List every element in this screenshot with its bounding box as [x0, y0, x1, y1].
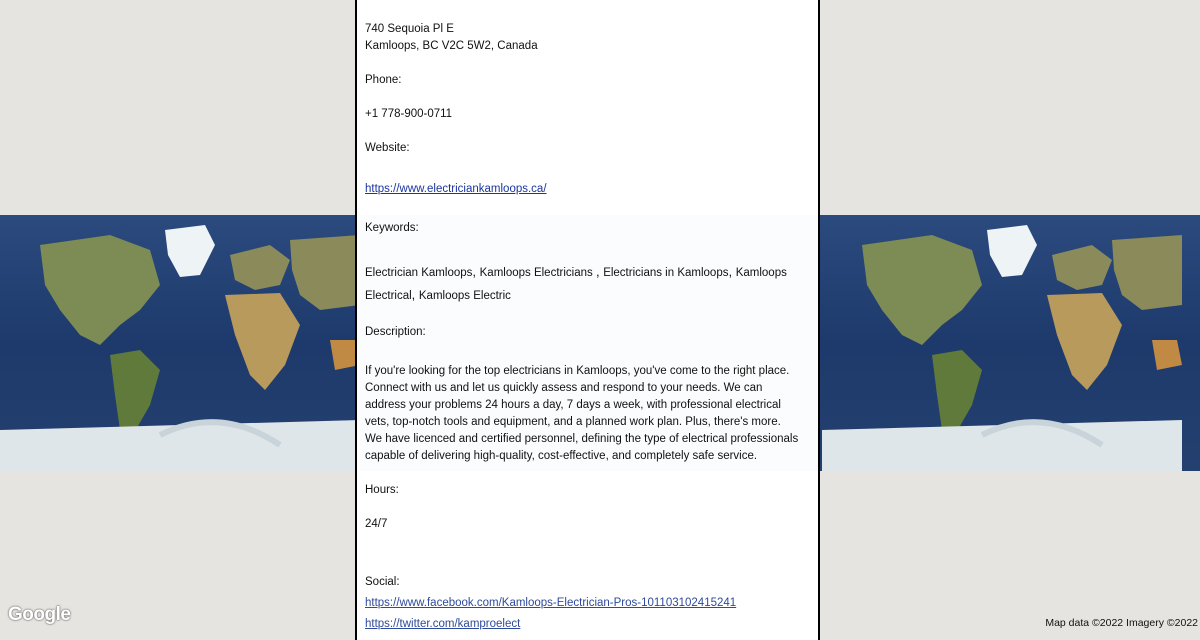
social-link-row: [365, 616, 812, 633]
description-line: We have licenced and certified personnel, defining the type of electrical professionals: [365, 433, 799, 445]
description-line: capable of delivering high-quality, cost-effective, and completely safe service.: [365, 450, 758, 462]
hours-value: 24/7: [365, 518, 388, 530]
address-line-1: 740 Sequoia Pl E: [365, 23, 454, 35]
keyword-separator: ,: [472, 264, 480, 279]
facebook-link[interactable]: https://www.facebook.com/Kamloops-Electrician-Pros-101103102415241: [365, 597, 737, 609]
description-line: If you're looking for the top electricians in Kamloops, you've come to the right place.: [365, 365, 790, 377]
description-line: address your problems 24 hours a day, 7 days a week, with professional electrical: [365, 399, 781, 411]
social-link-row: [365, 595, 812, 612]
website-label: Website:: [365, 142, 410, 154]
address-label: [365, 0, 812, 3]
google-logo: Google: [8, 604, 71, 625]
keyword-item: Electrician Kamloops: [365, 267, 473, 279]
social-label: Social:: [365, 576, 400, 588]
phone-label: Phone:: [365, 74, 402, 86]
website-value: [365, 181, 812, 198]
description-line: Connect with us and let us quickly assess and respond to your needs. We can: [365, 382, 763, 394]
keyword-item: Kamloops Electricians: [479, 267, 596, 279]
keyword-item: Electricians in Kamloops: [603, 267, 729, 279]
keyword-separator: ,: [411, 287, 419, 302]
map-attribution[interactable]: Map data ©2022 Imagery ©2022: [1045, 617, 1198, 629]
website-link[interactable]: https://www.electriciankamloops.ca/: [365, 183, 547, 195]
keywords-label: Keywords:: [365, 222, 419, 234]
hours-label: Hours:: [365, 484, 399, 496]
keyword-separator: ,: [595, 264, 604, 279]
twitter-link[interactable]: https://twitter.com/kamproelect: [365, 618, 521, 630]
description-text: [365, 363, 812, 465]
keywords-list: [365, 261, 812, 307]
description-line: vets, top-notch tools and equipment, and a planned work plan. Plus, there's more.: [365, 416, 781, 428]
description-label: Description:: [365, 326, 426, 338]
keyword-item: Kamloops Electric: [418, 290, 511, 302]
business-info-panel: [355, 0, 820, 640]
phone-value: +1 778-900-0711: [365, 108, 453, 120]
keyword-item: Kamloops Electrical: [365, 267, 787, 302]
address-line-2: Kamloops, BC V2C 5W2, Canada: [365, 40, 538, 52]
keyword-separator: ,: [728, 264, 736, 279]
